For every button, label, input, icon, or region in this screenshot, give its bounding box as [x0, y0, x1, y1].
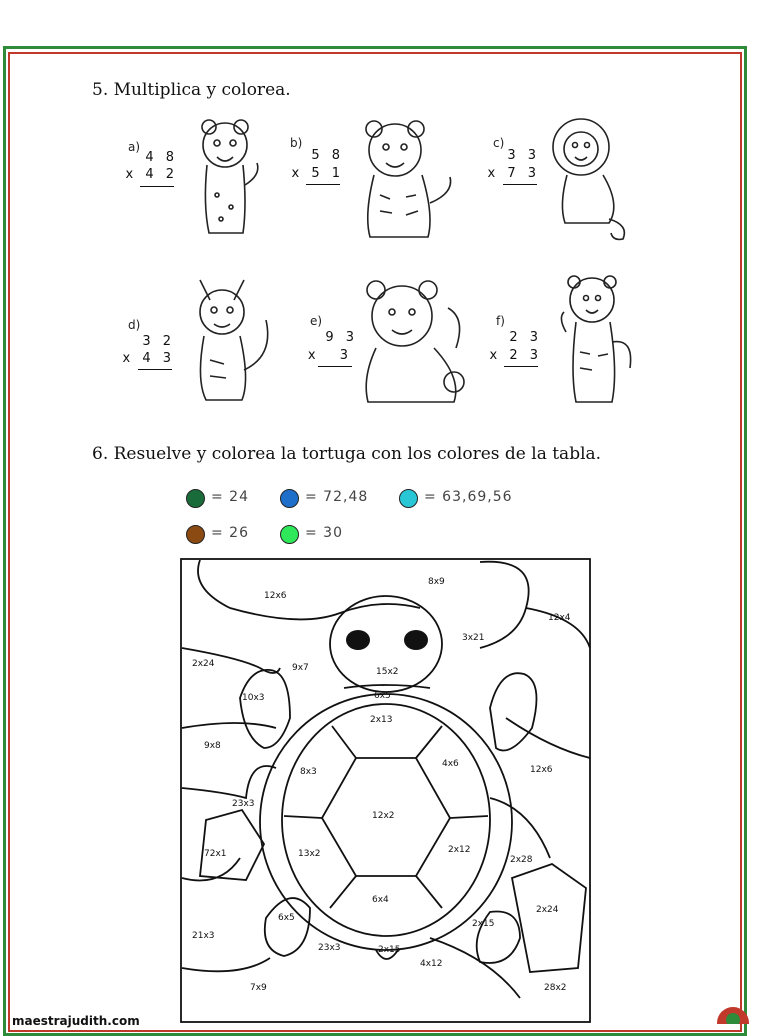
problem-a-rule [140, 186, 174, 187]
region-label: 15x2 [376, 667, 399, 677]
problem-d-top: 3 2 [142, 334, 175, 349]
region-label: 8x9 [428, 577, 445, 587]
cheetah-cub-icon [185, 115, 265, 245]
footer-site: maestrajudith.com [12, 1014, 140, 1028]
problem-d-label: d) [128, 318, 141, 332]
problem-e-bottom: x 3 [307, 348, 358, 363]
tiger-waving-icon [560, 272, 640, 407]
region-label: 4x6 [442, 759, 459, 769]
tiger-cub-icon [350, 115, 460, 245]
region-label: 12x6 [530, 765, 553, 775]
turtle-coloring-diagram [180, 558, 592, 1024]
problem-b-top: 5 8 [311, 148, 344, 163]
legend-dot-green-icon [280, 525, 299, 544]
problem-c-bottom: x 7 3 [487, 166, 540, 181]
problem-c-rule [503, 184, 537, 185]
legend-dot-brown-icon [186, 525, 205, 544]
region-label: 2x28 [510, 855, 533, 865]
region-label: 28x2 [544, 983, 567, 993]
problem-d-rule [138, 369, 172, 370]
region-label: 6x5 [278, 913, 295, 923]
turtle-left-eye-icon [346, 630, 370, 650]
problem-e-label: e) [310, 314, 323, 328]
region-label: 2x13 [370, 715, 393, 725]
region-label: 2x12 [448, 845, 471, 855]
problem-b-label: b) [290, 136, 303, 150]
cat-icon [180, 270, 280, 405]
problem-a-bottom: x 4 2 [125, 167, 178, 182]
legend-dot-dark-green-icon [186, 489, 205, 508]
legend-text-63-69-56: = 63,69,56 [424, 489, 513, 505]
author-avatar-icon [716, 1006, 750, 1024]
lioness-cub-icon [358, 278, 470, 408]
problem-a-label: a) [128, 140, 141, 154]
region-label: 2x15 [472, 919, 495, 929]
problem-a-top: 4 8 [145, 150, 178, 165]
legend-text-30: = 30 [305, 525, 343, 541]
region-label: 9x7 [292, 663, 309, 673]
problem-c-label: c) [493, 136, 505, 150]
region-label: 8x3 [300, 767, 317, 777]
region-label: 6x4 [372, 895, 389, 905]
region-label: 9x8 [204, 741, 221, 751]
region-label: 12x6 [264, 591, 287, 601]
region-label: 3x21 [462, 633, 485, 643]
section6-title: 6. Resuelve y colorea la tortuga con los colores de la tabla. [92, 444, 602, 464]
region-label: 12x2 [372, 811, 395, 821]
region-label: 4x12 [420, 959, 443, 969]
legend-text-26: = 26 [211, 525, 249, 541]
problem-b-bottom: x 5 1 [291, 166, 344, 181]
problem-f-rule [504, 366, 538, 367]
legend-text-72-48: = 72,48 [305, 489, 369, 505]
problem-d-bottom: x 4 3 [122, 351, 175, 366]
region-label: 23x3 [232, 799, 255, 809]
region-label: 2x15 [378, 945, 401, 955]
problem-f-top: 2 3 [509, 330, 542, 345]
region-label: 23x3 [318, 943, 341, 953]
legend-dot-blue-icon [280, 489, 299, 508]
problem-e-top: 9 3 [325, 330, 358, 345]
section5-title: 5. Multiplica y colorea. [92, 80, 291, 100]
region-label: 72x1 [204, 849, 227, 859]
region-label: 2x24 [536, 905, 559, 915]
region-label: 6x5 [374, 691, 391, 701]
region-label: 13x2 [298, 849, 321, 859]
problem-f-bottom: x 2 3 [489, 348, 542, 363]
turtle-right-eye-icon [404, 630, 428, 650]
problem-f-label: f) [496, 314, 505, 328]
region-label: 7x9 [250, 983, 267, 993]
region-label: 12x4 [548, 613, 571, 623]
legend-text-24: = 24 [211, 489, 249, 505]
region-label: 10x3 [242, 693, 265, 703]
legend-dot-cyan-icon [399, 489, 418, 508]
region-label: 21x3 [192, 931, 215, 941]
problem-c-top: 3 3 [507, 148, 540, 163]
problem-e-rule [318, 366, 352, 367]
lion-icon [543, 115, 633, 245]
problem-b-rule [306, 184, 340, 185]
region-label: 2x24 [192, 659, 215, 669]
